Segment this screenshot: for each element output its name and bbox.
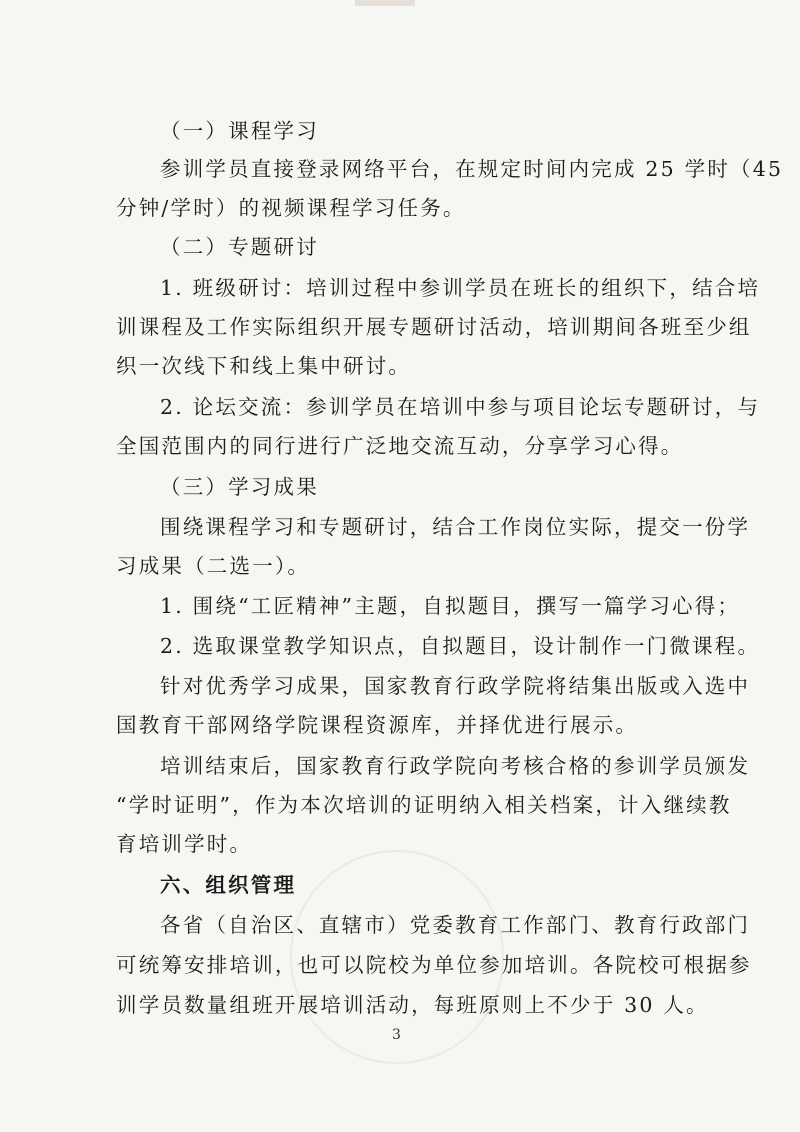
top-edge-mark <box>355 0 415 6</box>
paragraph-line: 可统筹安排培训，也可以院校为单位参加培训。各院校可根据参 <box>116 953 752 977</box>
option-item: 2. 选取课堂教学知识点，自拟题目，设计制作一门微课程。 <box>160 634 761 658</box>
paragraph-line: 各省（自治区、直辖市）党委教育工作部门、教育行政部门 <box>160 913 751 937</box>
paragraph-line: 训学员数量组班开展培训活动，每班原则上不少于 30 人。 <box>116 993 709 1017</box>
paragraph-line: 参训学员直接登录网络平台，在规定时间内完成 25 学时（45 <box>160 157 784 181</box>
section-heading-course-study: （一）课程学习 <box>160 119 319 143</box>
paragraph-line: 育培训学时。 <box>116 832 253 856</box>
paragraph-line: 1. 班级研讨：培训过程中参训学员在班长的组织下，结合培 <box>160 276 761 300</box>
page-number: 3 <box>392 1027 401 1043</box>
section-heading-organization: 六、组织管理 <box>160 873 297 897</box>
section-heading-learning-results: （三）学习成果 <box>160 475 319 499</box>
paragraph-line: 国教育干部网络学院课程资源库，并择优进行展示。 <box>116 713 639 737</box>
paragraph-line: 训课程及工作实际组织开展专题研讨活动，培训期间各班至少组 <box>116 315 752 339</box>
paragraph-line: 培训结束后，国家教育行政学院向考核合格的参训学员颁发 <box>160 754 751 778</box>
section-heading-seminar: （二）专题研讨 <box>160 235 319 259</box>
paragraph-line: 2. 论坛交流：参训学员在培训中参与项目论坛专题研讨，与 <box>160 395 761 419</box>
paragraph-line: 围绕课程学习和专题研讨，结合工作岗位实际，提交一份学 <box>160 515 751 539</box>
option-item: 1. 围绕“工匠精神”主题，自拟题目，撰写一篇学习心得； <box>160 594 741 618</box>
paragraph-line: 全国范围内的同行进行广泛地交流互动，分享学习心得。 <box>116 434 684 458</box>
paragraph-line: 习成果（二选一）。 <box>116 554 311 578</box>
paragraph-line: 分钟/学时）的视频课程学习任务。 <box>116 196 466 220</box>
paragraph-line: 织一次线下和线上集中研讨。 <box>116 354 412 378</box>
paragraph-line: 针对优秀学习成果，国家教育行政学院将结集出版或入选中 <box>160 674 751 698</box>
paragraph-line: “学时证明”，作为本次培训的证明纳入相关档案，计入继续教 <box>116 793 732 817</box>
